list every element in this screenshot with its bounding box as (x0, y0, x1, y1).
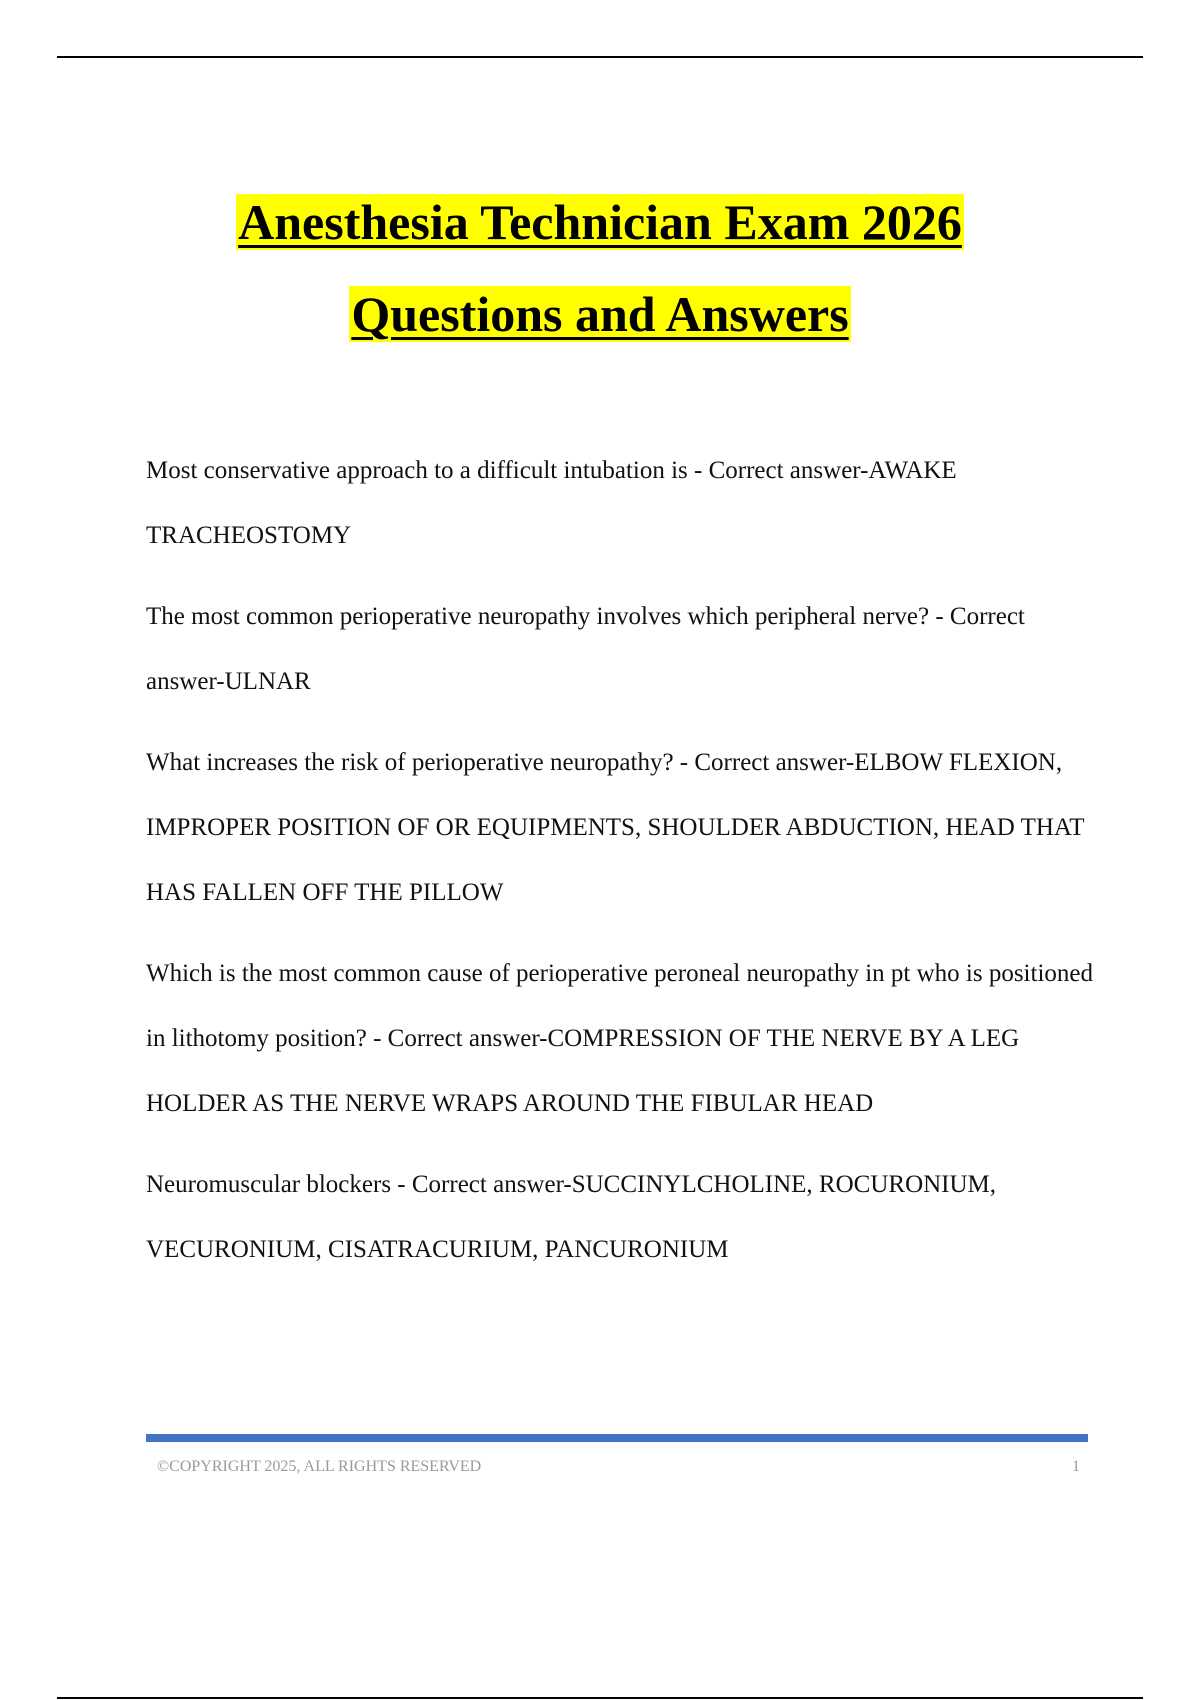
title-line-2 (0, 268, 1200, 360)
title-line-1 (0, 176, 1200, 268)
qa-item-5: Neuromuscular blockers - Correct answer-SUCCINYLCHOLINE, ROCURONIUM, VECURONIUM, CISATRACURIUM, PANCURONIUM (146, 1171, 997, 1263)
bottom-rule (57, 1697, 1143, 1699)
footer-bar (146, 1434, 1088, 1442)
qa-item-2: The most common perioperative neuropathy involves which peripheral nerve? - Correct answer-ULNAR (146, 603, 1025, 695)
qa-item-1: Most conservative approach to a difficult intubation is - Correct answer-AWAKE TRACHEOSTOMY (146, 457, 957, 549)
qa-list (146, 438, 1096, 1298)
document-title (0, 176, 1200, 360)
footer-page-number: 1 (1072, 1458, 1080, 1475)
qa-item-3: What increases the risk of perioperative neuropathy? - Correct answer-ELBOW FLEXION, IMPROPER POSITION OF OR EQUIPMENTS, SHOULDER ABDUCTION, HEAD THAT HAS FALLEN OFF THE PILLOW (146, 749, 1085, 906)
title-text-2: Questions and Answers (351, 286, 849, 342)
footer-copyright: ©COPYRIGHT 2025, ALL RIGHTS RESERVED (157, 1458, 482, 1475)
qa-item-4: Which is the most common cause of perioperative peroneal neuropathy in pt who is positioned in lithotomy position? - Correct answer-COMPRESSION OF THE NERVE BY A LEG HOLDER AS THE NERVE WRAPS AROUND THE FIBULAR HEAD (146, 960, 1093, 1117)
title-text-1: Anesthesia Technician Exam 2026 (238, 194, 962, 250)
top-rule (57, 56, 1143, 58)
